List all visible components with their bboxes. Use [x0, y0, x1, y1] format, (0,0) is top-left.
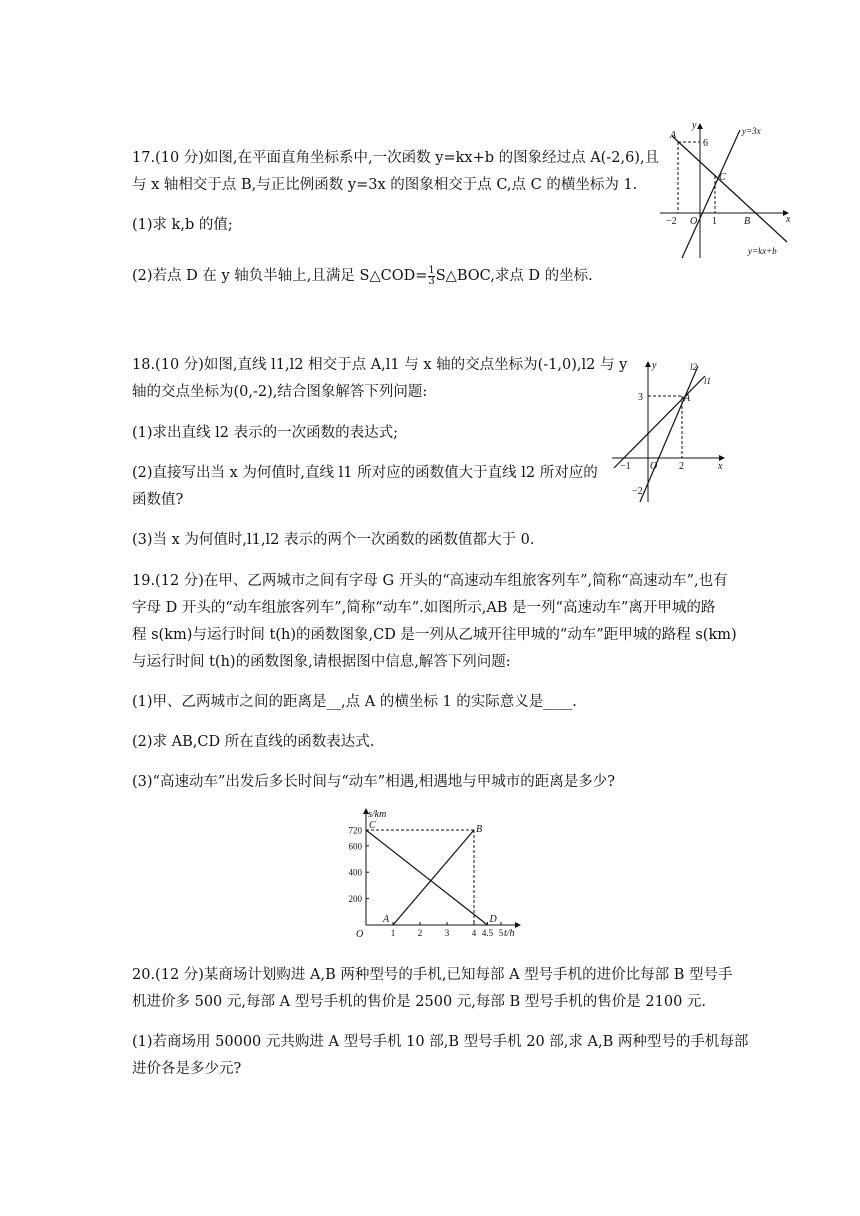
y-tick-label: 400	[348, 867, 362, 878]
line-l1	[614, 376, 705, 468]
q18-figure	[608, 356, 730, 504]
fig17-m2: −2	[666, 216, 677, 227]
q19-part3: (3)“高速动车”出发后多长时间与“动车”相遇,相遇地与甲城市的距离是多少?	[132, 774, 616, 790]
y-tick-label: 600	[348, 841, 362, 852]
q19-line2: 字母 D 开头的“动车组旅客列车”,简称“动车”.如图所示,AB 是一列“高速动车”离开甲城的路	[132, 600, 716, 616]
point-label-D: D	[489, 914, 497, 925]
fig17-C: C	[719, 172, 726, 183]
q19-part1: (1)甲、乙两城市之间的距离是__,点 A 的横坐标 1 的实际意义是____.	[132, 694, 577, 710]
q18-part3: (3)当 x 为何值时,l1,l2 表示的两个一次函数的函数值都大于 0.	[132, 532, 535, 548]
q17-part2-pre: (2)若点 D 在 y 轴负半轴上,且满足 S△COD=	[132, 268, 428, 284]
q17-line2: 与 x 轴相交于点 B,与正比例函数 y=3x 的图象相交于点 C,点 C 的横坐标为 1.	[132, 177, 638, 193]
chart-origin: O	[356, 929, 364, 940]
x-tick-label: 2	[417, 928, 423, 938]
fig18-l1: l1	[704, 376, 712, 386]
q17-part2	[132, 264, 593, 288]
fig17-B: B	[744, 216, 751, 227]
chart-ylabel: s/km	[368, 809, 387, 820]
q20-part1b: 进价各是多少元?	[132, 1061, 242, 1077]
q20-line1: 20.(12 分)某商场计划购进 A,B 两种型号的手机,已知每部 A 型号手机的进价比每部 B 型号手	[132, 967, 733, 983]
fig18-y: y	[652, 360, 657, 371]
point-label-C: C	[369, 820, 376, 831]
q17-line1: 17.(10 分)如图,在平面直角坐标系中,一次函数 y=kx+b 的图象经过点 A(-2,6),且	[132, 150, 660, 166]
fig18-l2: l2	[690, 362, 698, 372]
x-tick-label: 4	[471, 928, 477, 938]
fig17-label-3x: y=3x	[742, 126, 761, 136]
fig18-O: O	[650, 461, 658, 472]
q18-line2: 轴的交点坐标为(0,-2),结合图象解答下列问题:	[132, 384, 428, 400]
chart-xlabel: t/h	[504, 928, 515, 939]
fig17-y: y	[692, 120, 697, 131]
q18-part1: (1)求出直线 l2 表示的一次函数的表达式;	[132, 425, 399, 441]
series-ab	[393, 830, 474, 925]
y-tick-label: 720	[348, 825, 362, 836]
point-label-A: A	[383, 914, 390, 925]
q17-figure	[652, 118, 794, 260]
q17-part2-post: S△BOC,求点 D 的坐标.	[435, 268, 593, 284]
fig17-six: 6	[703, 138, 708, 149]
q19-chart	[336, 803, 526, 943]
q18-part2a: (2)直接写出当 x 为何值时,直线 l1 所对应的函数值大于直线 l2 所对应的	[132, 465, 598, 481]
x-tick-label: 5	[498, 928, 504, 938]
line-3x	[682, 130, 740, 258]
q19-line1: 19.(12 分)在甲、乙两城市之间有字母 G 开头的“高速动车组旅客列车”,简称“高速动车”,也有	[132, 573, 728, 589]
q18-part2b: 函数值?	[132, 492, 184, 508]
fig18-three: 3	[638, 392, 643, 403]
q19-line3: 程 s(km)与运行时间 t(h)的函数图象,CD 是一列从乙城开往甲城的“动车”距甲城的路程 s(km)	[132, 627, 737, 643]
x-tick-label: 4.5	[481, 928, 494, 938]
x-tick-label: 1	[390, 928, 396, 938]
q19-part2: (2)求 AB,CD 所在直线的函数表达式.	[132, 734, 375, 750]
y-tick-label: 200	[348, 894, 362, 905]
q17-fraction	[428, 266, 434, 287]
fig17-one: 1	[712, 216, 717, 227]
series-cd	[366, 830, 488, 925]
fig18-A: A	[684, 393, 691, 404]
q17-frac-den: 3	[428, 275, 435, 287]
q19-line4: 与运行时间 t(h)的函数图象,请根据图中信息,解答下列问题:	[132, 654, 511, 670]
point-label-B: B	[476, 824, 483, 835]
q20-part1a: (1)若商场用 50000 元共购进 A 型号手机 10 部,B 型号手机 20 部,求 A,B 两种型号的手机每部	[132, 1034, 749, 1050]
q17-frac-num: 1	[428, 264, 435, 276]
q20-line2: 机进价多 500 元,每部 A 型号手机的售价是 2500 元,每部 B 型号手机的售价是 2100 元.	[132, 994, 707, 1010]
fig18-two: 2	[679, 461, 684, 472]
x-tick-label: 3	[444, 928, 450, 938]
q17-part1: (1)求 k,b 的值;	[132, 217, 233, 233]
line-l2	[640, 366, 698, 502]
fig17-O: O	[690, 216, 698, 227]
q18-line1: 18.(10 分)如图,直线 l1,l2 相交于点 A,l1 与 x 轴的交点坐标为(-1,0),l2 与 y	[132, 357, 628, 373]
fig18-m1: −1	[620, 461, 631, 472]
fig17-x: x	[786, 214, 791, 225]
fig17-label-kx: y=kx+b	[748, 246, 777, 256]
fig18-x: x	[718, 461, 723, 472]
fig17-A: A	[670, 130, 677, 141]
fig18-m2: −2	[632, 486, 643, 497]
